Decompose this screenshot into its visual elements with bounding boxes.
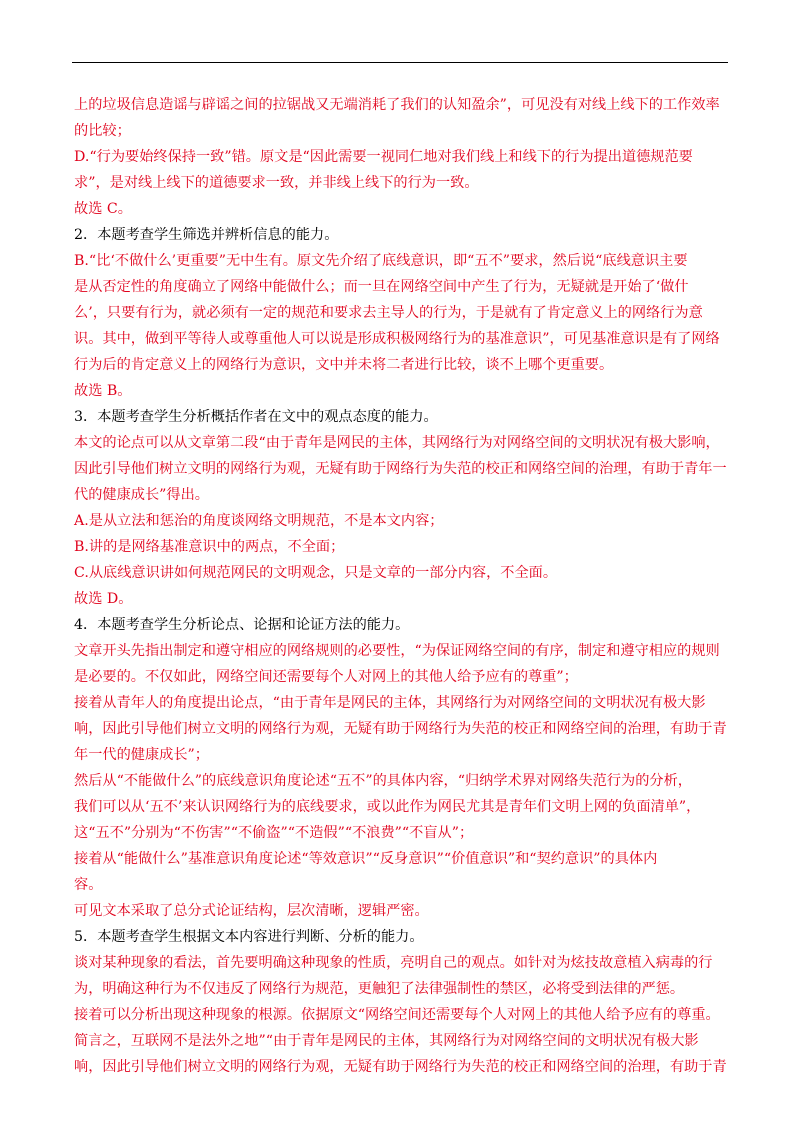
text-line: 接着可以分析出现这种现象的根源。依据原文“网络空间还需要每个人对网上的其他人给予应有的尊重。 [74, 1007, 720, 1023]
text-line: 这“五不”分别为“不伤害”“不偷盗”“不造假”“不浪费”“不盲从”； [74, 825, 474, 841]
text-line: B.“比‘不做什么’更重要”无中生有。原文先介绍了底线意识，即“五不”要求，然后说“底线意识主要 [74, 253, 688, 269]
question-heading-line: 4．本题考查学生分析论点、论据和论证方法的能力。 [74, 617, 410, 633]
text-line: 容。 [74, 877, 103, 893]
text-line: 求”，是对线上线下的道德要求一致，并非线上线下的行为一致。 [74, 175, 479, 191]
text-line: 响，因此引导他们树立文明的网络行为观，无疑有助于网络行为失范的校正和网络空间的治理，有助于青 [74, 1059, 727, 1075]
text-line: 代的健康成长”得出。 [74, 487, 209, 503]
text-line: 故选 B。 [74, 383, 132, 399]
question-heading-line: 2．本题考查学生筛选并辨析信息的能力。 [74, 227, 339, 243]
question-heading-line: 5．本题考查学生根据文本内容进行判断、分析的能力。 [74, 929, 424, 945]
text-line: 可见文本采取了总分式论证结构，层次清晰，逻辑严密。 [74, 903, 429, 919]
header-rule [72, 62, 728, 63]
question-heading-line: 3．本题考查学生分析概括作者在文中的观点态度的能力。 [74, 409, 438, 425]
text-line: 文章开头先指出制定和遵守相应的网络规则的必要性，“为保证网络空间的有序，制定和遵守相应的规则 [74, 643, 720, 659]
text-line: C.从底线意识讲如何规范网民的文明观念，只是文章的一部分内容，不全面。 [74, 565, 558, 581]
text-line: B.讲的是网络基准意识中的两点，不全面； [74, 539, 345, 555]
text-line: 因此引导他们树立文明的网络行为观，无疑有助于网络行为失范的校正和网络空间的治理，有助于青年一 [74, 461, 727, 477]
text-line: 上的垃圾信息造谣与辟谣之间的拉锯战又无端消耗了我们的认知盈余”，可见没有对线上线下的工作效率 [74, 97, 720, 113]
text-line: 故选 D。 [74, 591, 133, 607]
text-line: A.是从立法和惩治的角度谈网络文明规范，不是本文内容； [74, 513, 444, 529]
text-line: 行为后的肯定意义上的网络行为意识，文中并未将二者进行比较，谈不上哪个更重要。 [74, 357, 614, 373]
text-line: 响，因此引导他们树立文明的网络行为观，无疑有助于网络行为失范的校正和网络空间的治理，有助于青 [74, 721, 727, 737]
text-line: 为，明确这种行为不仅违反了网络行为规范，更触犯了法律强制性的禁区，必将受到法律的严惩。 [74, 981, 685, 997]
text-line: 然后从“不能做什么”的底线意识角度论述“五不”的具体内容，“归纳学术界对网络失范行为的分析， [74, 773, 692, 789]
answer-explanation-text [74, 92, 730, 1080]
text-line: 年一代的健康成长”； [74, 747, 209, 763]
text-line: 我们可以从‘五不’来认识网络行为的底线要求，或以此作为网民尤其是青年们文明上网的负面清单”， [74, 799, 701, 815]
text-line: 接着从“能做什么”基准意识角度论述“等效意识”“反身意识”“价值意识”和“契约意识”的具体内 [74, 851, 658, 867]
text-line: 的比较； [74, 123, 131, 139]
text-line: 接着从青年人的角度提出论点，“由于青年是网民的主体，其网络行为对网络空间的文明状况有极大影 [74, 695, 706, 711]
text-line: 是必要的。不仅如此，网络空间还需要每个人对网上的其他人给予应有的尊重”； [74, 669, 578, 685]
text-line: 谈对某种现象的看法，首先要明确这种现象的性质，亮明自己的观点。如针对为炫技故意植入病毒的行 [74, 955, 713, 971]
text-line: 是从否定性的角度确立了网络中能做什么；而一旦在网络空间中产生了行为，无疑就是开始了‘做什 [74, 279, 689, 295]
text-line: 么’，只要有行为，就必须有一定的规范和要求去主导人的行为，于是就有了肯定意义上的网络行为意 [74, 305, 703, 321]
text-line: 本文的论点可以从文章第二段“由于青年是网民的主体，其网络行为对网络空间的文明状况有极大影响， [74, 435, 720, 451]
text-line: 识。其中，做到平等待人或尊重他人可以说是形成积极网络行为的基准意识”，可见基准意识是有了网络 [74, 331, 720, 347]
text-line: 简言之，互联网不是法外之地”“由于青年是网民的主体，其网络行为对网络空间的文明状况有极大影 [74, 1033, 699, 1049]
text-line: D.“行为要始终保持一致”错。原文是“因此需要一视同仁地对我们线上和线下的行为提出道德规范要 [74, 149, 693, 165]
text-line: 故选 C。 [74, 201, 132, 217]
